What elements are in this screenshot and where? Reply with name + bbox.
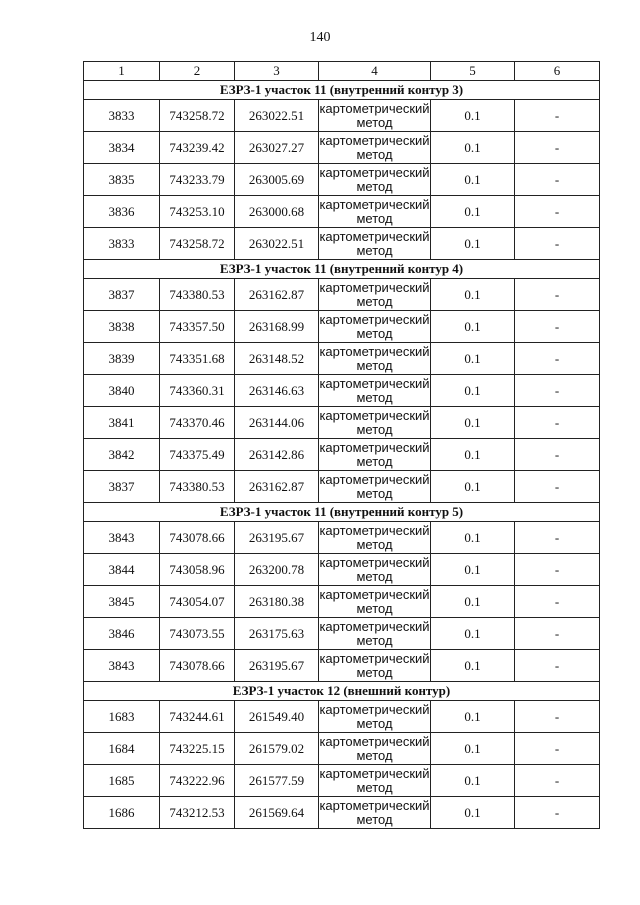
section-heading-row	[84, 81, 600, 100]
accuracy-cell: 0.1	[431, 586, 515, 618]
coordinates-table	[83, 61, 600, 829]
column-header: 6	[515, 62, 600, 81]
point-number-cell: 1686	[84, 797, 160, 829]
y-coordinate-cell: 263162.87	[235, 471, 319, 503]
accuracy-cell: 0.1	[431, 797, 515, 829]
y-coordinate-cell: 263005.69	[235, 164, 319, 196]
y-coordinate-cell: 263142.86	[235, 439, 319, 471]
table-row	[84, 439, 600, 471]
point-number-cell: 3837	[84, 471, 160, 503]
accuracy-cell: 0.1	[431, 618, 515, 650]
accuracy-cell: 0.1	[431, 765, 515, 797]
x-coordinate-cell: 743058.96	[160, 554, 235, 586]
x-coordinate-cell: 743073.55	[160, 618, 235, 650]
point-number-cell: 1685	[84, 765, 160, 797]
table-row	[84, 311, 600, 343]
point-number-cell: 3844	[84, 554, 160, 586]
x-coordinate-cell: 743222.96	[160, 765, 235, 797]
accuracy-cell: 0.1	[431, 471, 515, 503]
method-cell: картометрический метод	[319, 733, 430, 763]
section-heading-row	[84, 260, 600, 279]
method-cell: картометрический метод	[319, 375, 430, 405]
table-row	[84, 554, 600, 586]
accuracy-cell: 0.1	[431, 407, 515, 439]
method-cell: картометрический метод	[319, 554, 430, 584]
x-coordinate-cell: 743370.46	[160, 407, 235, 439]
section-title: ЕЗРЗ-1 участок 12 (внешний контур)	[84, 682, 600, 701]
method-cell: картометрический метод	[319, 522, 430, 552]
section-heading-row	[84, 682, 600, 701]
point-number-cell: 3834	[84, 132, 160, 164]
table-row	[84, 522, 600, 554]
column-header: 4	[319, 62, 431, 81]
table-row	[84, 586, 600, 618]
accuracy-cell: 0.1	[431, 132, 515, 164]
point-number-cell: 3836	[84, 196, 160, 228]
x-coordinate-cell: 743078.66	[160, 650, 235, 682]
note-cell: -	[515, 701, 600, 733]
x-coordinate-cell: 743054.07	[160, 586, 235, 618]
x-coordinate-cell: 743078.66	[160, 522, 235, 554]
method-cell: картометрический метод	[319, 618, 430, 648]
y-coordinate-cell: 263146.63	[235, 375, 319, 407]
note-cell: -	[515, 132, 600, 164]
y-coordinate-cell: 261549.40	[235, 701, 319, 733]
table-row	[84, 228, 600, 260]
y-coordinate-cell: 263180.38	[235, 586, 319, 618]
note-cell: -	[515, 279, 600, 311]
note-cell: -	[515, 522, 600, 554]
note-cell: -	[515, 554, 600, 586]
table-row	[84, 132, 600, 164]
section-heading-row	[84, 503, 600, 522]
note-cell: -	[515, 439, 600, 471]
y-coordinate-cell: 263200.78	[235, 554, 319, 586]
point-number-cell: 3839	[84, 343, 160, 375]
point-number-cell: 3843	[84, 522, 160, 554]
x-coordinate-cell: 743233.79	[160, 164, 235, 196]
note-cell: -	[515, 311, 600, 343]
table-row	[84, 164, 600, 196]
y-coordinate-cell: 263144.06	[235, 407, 319, 439]
method-cell: картометрический метод	[319, 407, 430, 437]
note-cell: -	[515, 586, 600, 618]
x-coordinate-cell: 743239.42	[160, 132, 235, 164]
method-cell: картометрический метод	[319, 701, 430, 731]
x-coordinate-cell: 743360.31	[160, 375, 235, 407]
x-coordinate-cell: 743244.61	[160, 701, 235, 733]
accuracy-cell: 0.1	[431, 164, 515, 196]
y-coordinate-cell: 263148.52	[235, 343, 319, 375]
method-cell: картометрический метод	[319, 765, 430, 795]
accuracy-cell: 0.1	[431, 439, 515, 471]
accuracy-cell: 0.1	[431, 196, 515, 228]
column-header: 2	[160, 62, 235, 81]
point-number-cell: 3845	[84, 586, 160, 618]
note-cell: -	[515, 375, 600, 407]
x-coordinate-cell: 743258.72	[160, 100, 235, 132]
accuracy-cell: 0.1	[431, 554, 515, 586]
note-cell: -	[515, 228, 600, 260]
method-cell: картометрический метод	[319, 228, 430, 258]
table-row	[84, 407, 600, 439]
note-cell: -	[515, 343, 600, 375]
method-cell: картометрический метод	[319, 279, 430, 309]
y-coordinate-cell: 261579.02	[235, 733, 319, 765]
point-number-cell: 3833	[84, 228, 160, 260]
table-row	[84, 765, 600, 797]
accuracy-cell: 0.1	[431, 733, 515, 765]
header-row	[84, 62, 600, 81]
point-number-cell: 3840	[84, 375, 160, 407]
y-coordinate-cell: 263162.87	[235, 279, 319, 311]
point-number-cell: 3837	[84, 279, 160, 311]
x-coordinate-cell: 743375.49	[160, 439, 235, 471]
table-row	[84, 797, 600, 829]
y-coordinate-cell: 263000.68	[235, 196, 319, 228]
point-number-cell: 1683	[84, 701, 160, 733]
method-cell: картометрический метод	[319, 132, 430, 162]
table-row	[84, 100, 600, 132]
y-coordinate-cell: 263195.67	[235, 522, 319, 554]
point-number-cell: 3833	[84, 100, 160, 132]
page-number: 140	[309, 30, 331, 45]
note-cell: -	[515, 733, 600, 765]
point-number-cell: 3835	[84, 164, 160, 196]
method-cell: картометрический метод	[319, 797, 430, 827]
accuracy-cell: 0.1	[431, 228, 515, 260]
method-cell: картометрический метод	[319, 439, 430, 469]
column-header: 5	[431, 62, 515, 81]
table-row	[84, 618, 600, 650]
y-coordinate-cell: 263022.51	[235, 100, 319, 132]
accuracy-cell: 0.1	[431, 311, 515, 343]
y-coordinate-cell: 261569.64	[235, 797, 319, 829]
table-body	[84, 81, 600, 829]
table-row	[84, 279, 600, 311]
accuracy-cell: 0.1	[431, 279, 515, 311]
table-row	[84, 375, 600, 407]
point-number-cell: 1684	[84, 733, 160, 765]
method-cell: картометрический метод	[319, 100, 430, 130]
y-coordinate-cell: 263022.51	[235, 228, 319, 260]
accuracy-cell: 0.1	[431, 522, 515, 554]
method-cell: картометрический метод	[319, 311, 430, 341]
method-cell: картометрический метод	[319, 471, 430, 501]
accuracy-cell: 0.1	[431, 701, 515, 733]
x-coordinate-cell: 743351.68	[160, 343, 235, 375]
point-number-cell: 3838	[84, 311, 160, 343]
note-cell: -	[515, 196, 600, 228]
y-coordinate-cell: 261577.59	[235, 765, 319, 797]
x-coordinate-cell: 743357.50	[160, 311, 235, 343]
note-cell: -	[515, 164, 600, 196]
method-cell: картометрический метод	[319, 164, 430, 194]
point-number-cell: 3841	[84, 407, 160, 439]
method-cell: картометрический метод	[319, 650, 430, 680]
note-cell: -	[515, 100, 600, 132]
table-row	[84, 733, 600, 765]
table-row	[84, 701, 600, 733]
method-cell: картометрический метод	[319, 343, 430, 373]
accuracy-cell: 0.1	[431, 100, 515, 132]
table-row	[84, 343, 600, 375]
x-coordinate-cell: 743380.53	[160, 279, 235, 311]
accuracy-cell: 0.1	[431, 375, 515, 407]
x-coordinate-cell: 743380.53	[160, 471, 235, 503]
section-title: ЕЗРЗ-1 участок 11 (внутренний контур 3)	[84, 81, 600, 100]
method-cell: картометрический метод	[319, 196, 430, 226]
table-row	[84, 471, 600, 503]
x-coordinate-cell: 743212.53	[160, 797, 235, 829]
table-row	[84, 650, 600, 682]
note-cell: -	[515, 765, 600, 797]
column-header: 3	[235, 62, 319, 81]
x-coordinate-cell: 743225.15	[160, 733, 235, 765]
column-header: 1	[84, 62, 160, 81]
x-coordinate-cell: 743253.10	[160, 196, 235, 228]
table-row	[84, 196, 600, 228]
point-number-cell: 3843	[84, 650, 160, 682]
y-coordinate-cell: 263027.27	[235, 132, 319, 164]
point-number-cell: 3842	[84, 439, 160, 471]
note-cell: -	[515, 650, 600, 682]
y-coordinate-cell: 263195.67	[235, 650, 319, 682]
section-title: ЕЗРЗ-1 участок 11 (внутренний контур 5)	[84, 503, 600, 522]
y-coordinate-cell: 263168.99	[235, 311, 319, 343]
note-cell: -	[515, 471, 600, 503]
note-cell: -	[515, 797, 600, 829]
point-number-cell: 3846	[84, 618, 160, 650]
accuracy-cell: 0.1	[431, 650, 515, 682]
method-cell: картометрический метод	[319, 586, 430, 616]
note-cell: -	[515, 407, 600, 439]
section-title: ЕЗРЗ-1 участок 11 (внутренний контур 4)	[84, 260, 600, 279]
note-cell: -	[515, 618, 600, 650]
x-coordinate-cell: 743258.72	[160, 228, 235, 260]
y-coordinate-cell: 263175.63	[235, 618, 319, 650]
accuracy-cell: 0.1	[431, 343, 515, 375]
